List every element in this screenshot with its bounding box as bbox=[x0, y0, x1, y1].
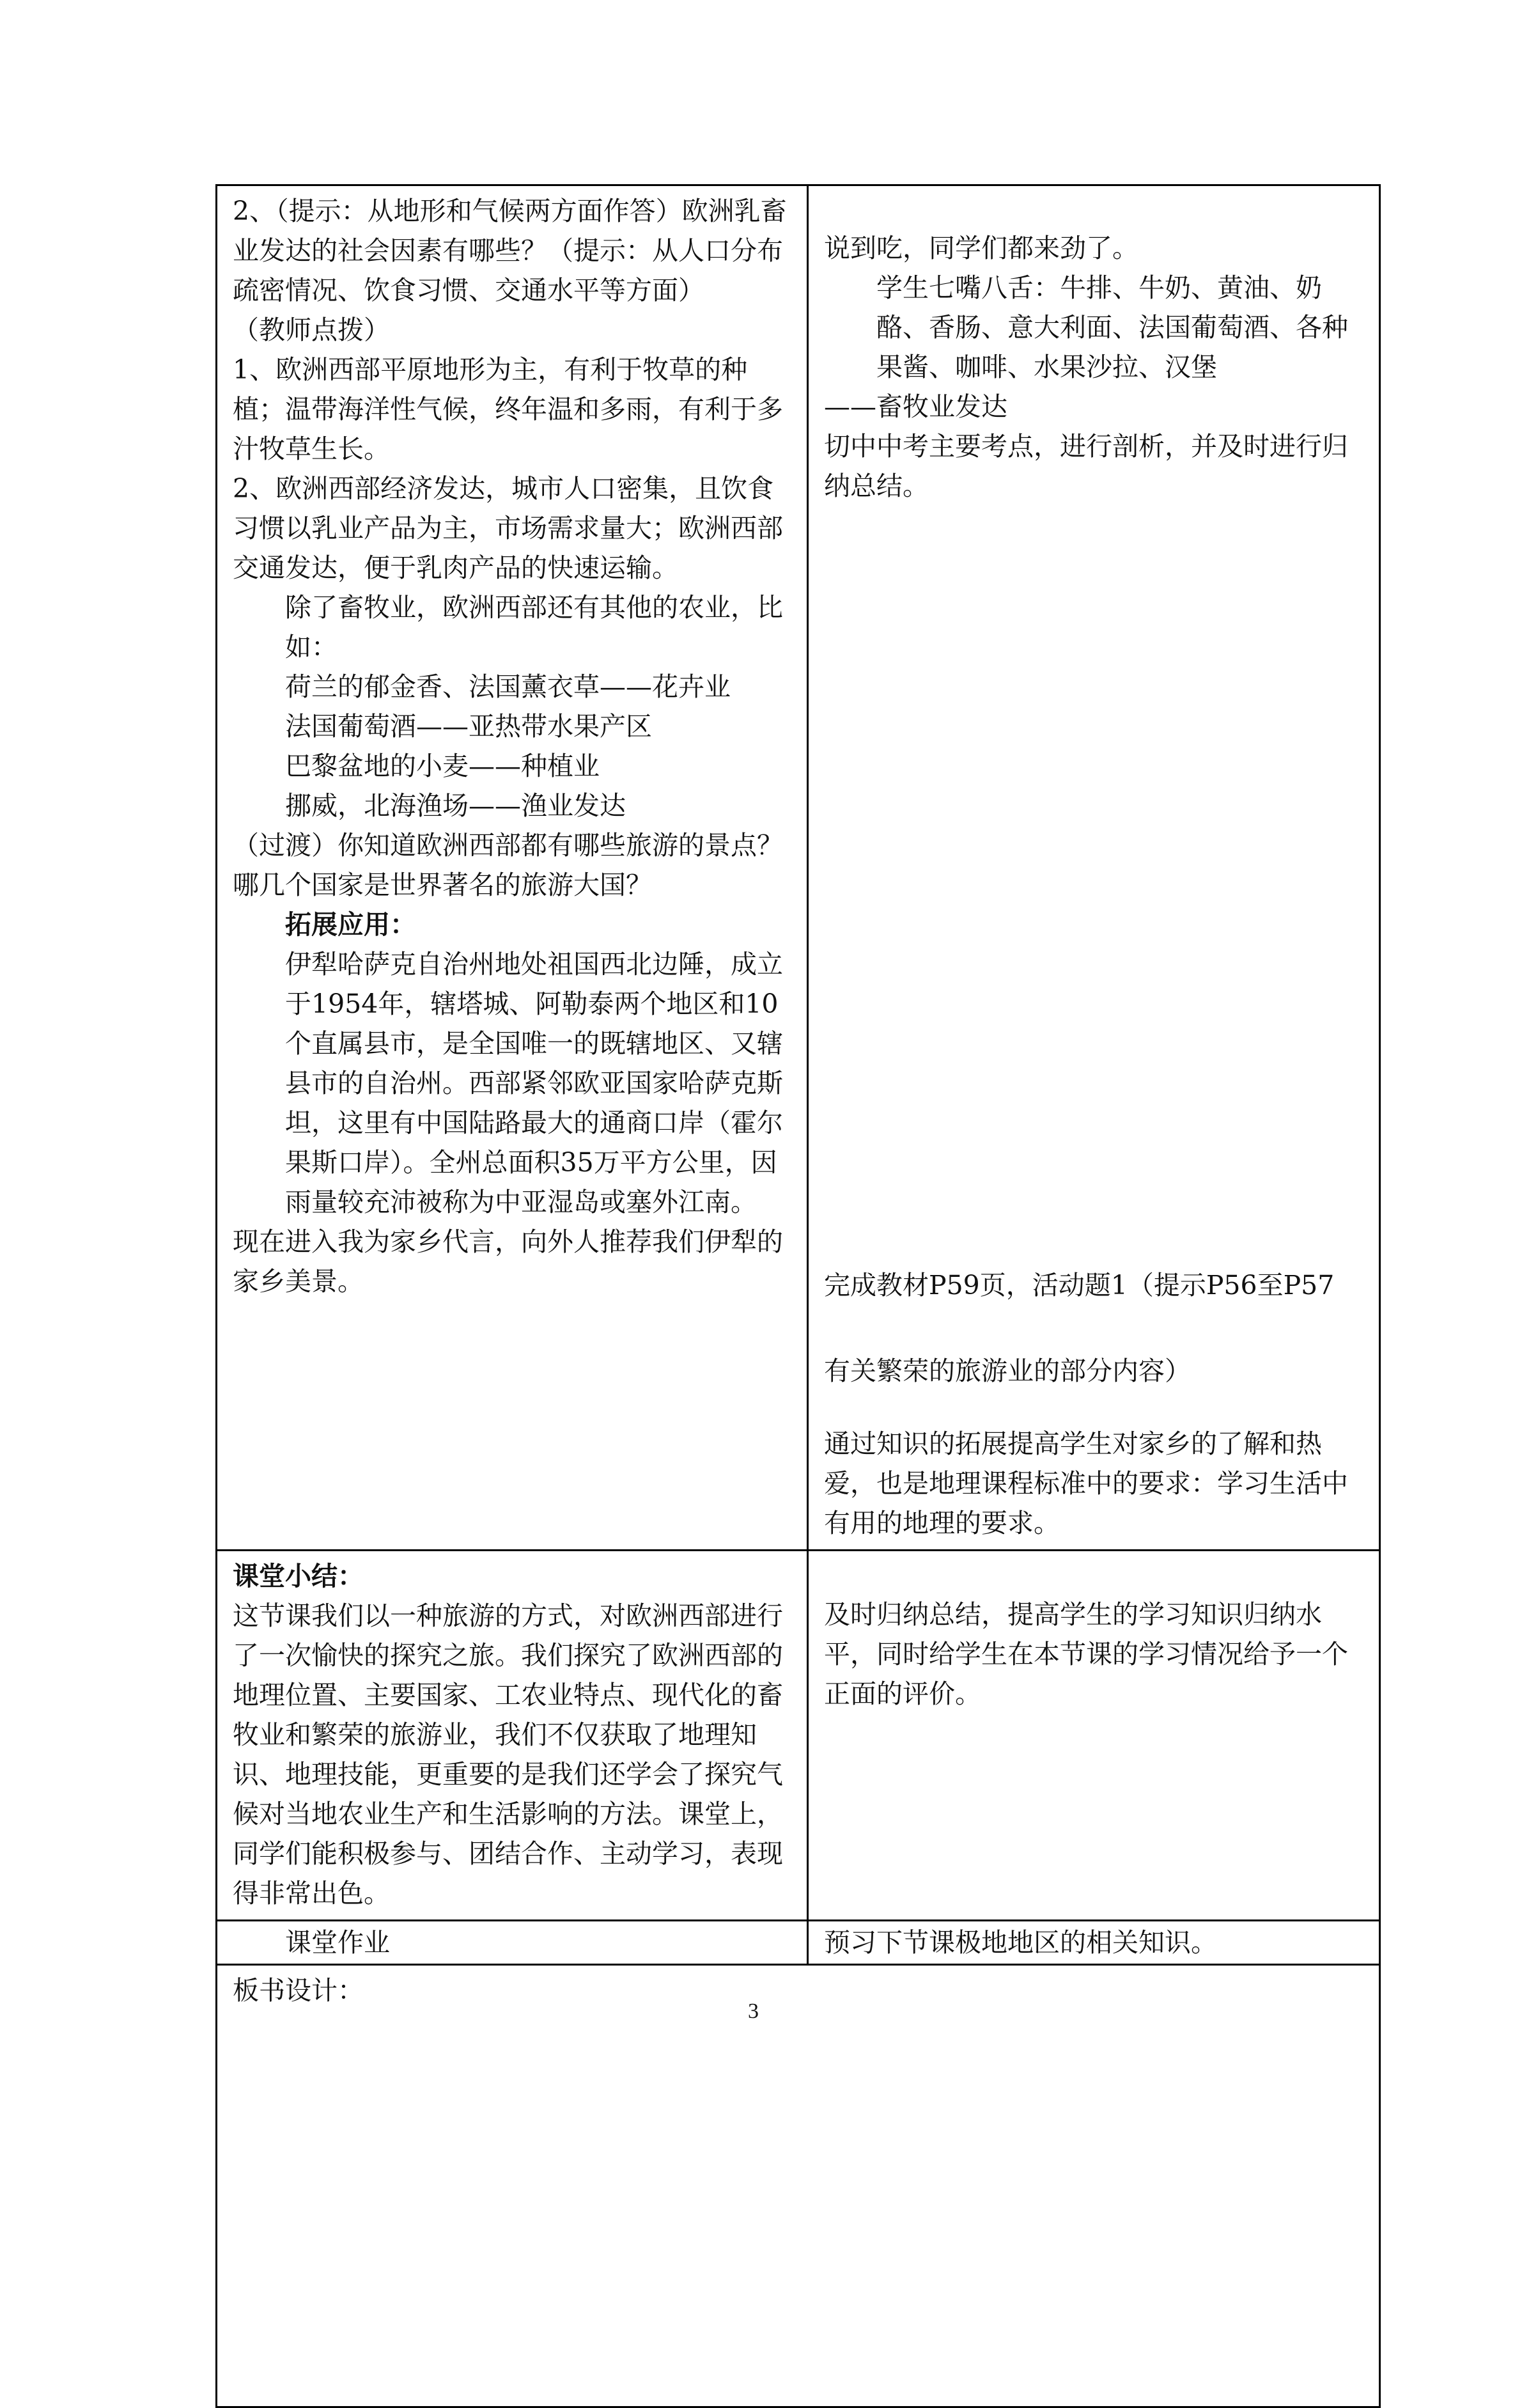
board-design-label: 板书设计： bbox=[233, 1975, 364, 2006]
summary-right-cell bbox=[808, 1551, 1380, 1921]
answer-1-text: 1、欧洲西部平原地形为主，有利于牧草的种植；温带海洋性气候，终年温和多雨，有利于多汁牧草生长。 bbox=[233, 354, 783, 464]
student-food-list: 学生七嘴八舌：牛排、牛奶、黄油、奶酪、香肠、意大利面、法国葡萄酒、各种果酱、咖啡、水果沙拉、汉堡 bbox=[876, 272, 1348, 382]
summary-heading: 课堂小结： bbox=[233, 1561, 364, 1591]
extension-heading: 拓展应用： bbox=[285, 909, 416, 940]
other-agriculture-intro: 除了畜牧业，欧洲西部还有其他的农业，比如： bbox=[285, 592, 783, 662]
board-design-cell bbox=[217, 1965, 1380, 2407]
summary-left-cell bbox=[217, 1551, 808, 1921]
example-wheat: 巴黎盆地的小麦——种植业 bbox=[285, 751, 600, 781]
class-summary-row bbox=[217, 1551, 1380, 1921]
example-flowers: 荷兰的郁金香、法国薰衣草——花卉业 bbox=[285, 671, 731, 702]
example-fishery: 挪威，北海渔场——渔业发达 bbox=[285, 790, 626, 821]
hometown-recommendation: 现在进入我为家乡代言，向外人推荐我们伊犁的家乡美景。 bbox=[233, 1226, 783, 1297]
question-2-text: 2、（提示：从地形和气候两方面作答）欧洲乳畜业发达的社会因素有哪些？（提示：从人口分布疏密情况、饮食习惯、交通水平等方面） bbox=[233, 196, 787, 306]
homework-content: 预习下节课极地地区的相关知识。 bbox=[824, 1927, 1217, 1958]
lesson-plan-table bbox=[215, 184, 1381, 2408]
ili-introduction: 伊犁哈萨克自治州地处祖国西北边陲，成立于1954年，辖塔城、阿勒泰两个地区和10个直属县市，是全国唯一的既辖地区、又辖县市的自治州。西部紧邻欧亚国家哈萨克斯坦，这里有中国陆路最大的通商口岸（霍尔果斯口岸）。全州总面积35万平方公里，因雨量较充沛被称为中亚湿岛或塞外江南。 bbox=[285, 949, 783, 1217]
homework-content-cell bbox=[808, 1921, 1380, 1965]
food-topic-text: 说到吃，同学们都来劲了。 bbox=[824, 233, 1138, 263]
transition-question: （过渡）你知道欧洲西部都有哪些旅游的景点？哪几个国家是世界著名的旅游大国？ bbox=[233, 830, 783, 900]
extension-purpose-text: 通过知识的拓展提高学生对家乡的了解和热爱，也是地理课程标准中的要求：学习生活中有用的地理的要求。 bbox=[824, 1428, 1348, 1538]
teaching-process-row bbox=[217, 185, 1380, 1551]
livestock-conclusion: ——畜牧业发达 bbox=[824, 391, 1007, 422]
page-number: 3 bbox=[748, 1999, 759, 2023]
homework-label-cell bbox=[217, 1921, 808, 1965]
example-wine: 法国葡萄酒——亚热带水果产区 bbox=[285, 711, 652, 742]
summary-purpose-text: 及时归纳总结，提高学生的学习知识归纳水平，同时给学生在本节课的学习情况给予一个正面的评价。 bbox=[824, 1599, 1348, 1709]
answer-2-text: 2、欧洲西部经济发达，城市人口密集，且饮食习惯以乳业产品为主，市场需求量大；欧洲西部交通发达，便于乳肉产品的快速运输。 bbox=[233, 473, 783, 583]
textbook-activity-text-continued: 有关繁荣的旅游业的部分内容） bbox=[824, 1356, 1191, 1386]
teacher-guidance-label: （教师点拨） bbox=[233, 315, 390, 345]
student-activity-cell bbox=[808, 185, 1380, 1551]
homework-row bbox=[217, 1921, 1380, 1965]
board-design-row bbox=[217, 1965, 1380, 2407]
textbook-activity-text: 完成教材P59页，活动题1（提示P56至P57 bbox=[824, 1270, 1335, 1301]
homework-label: 课堂作业 bbox=[285, 1927, 390, 1958]
teacher-activity-cell bbox=[217, 185, 808, 1551]
exam-point-note: 切中中考主要考点，进行剖析，并及时进行归纳总结。 bbox=[824, 431, 1348, 501]
summary-text: 这节课我们以一种旅游的方式，对欧洲西部进行了一次愉快的探究之旅。我们探究了欧洲西部的地理位置、主要国家、工农业特点、现代化的畜牧业和繁荣的旅游业，我们不仅获取了地理知识、地理技能，更重要的是我们还学会了探究气候对当地农业生产和生活影响的方法。课堂上，同学们能积极参与、团结合作、主动学习，表现得非常出色。 bbox=[233, 1600, 783, 1909]
